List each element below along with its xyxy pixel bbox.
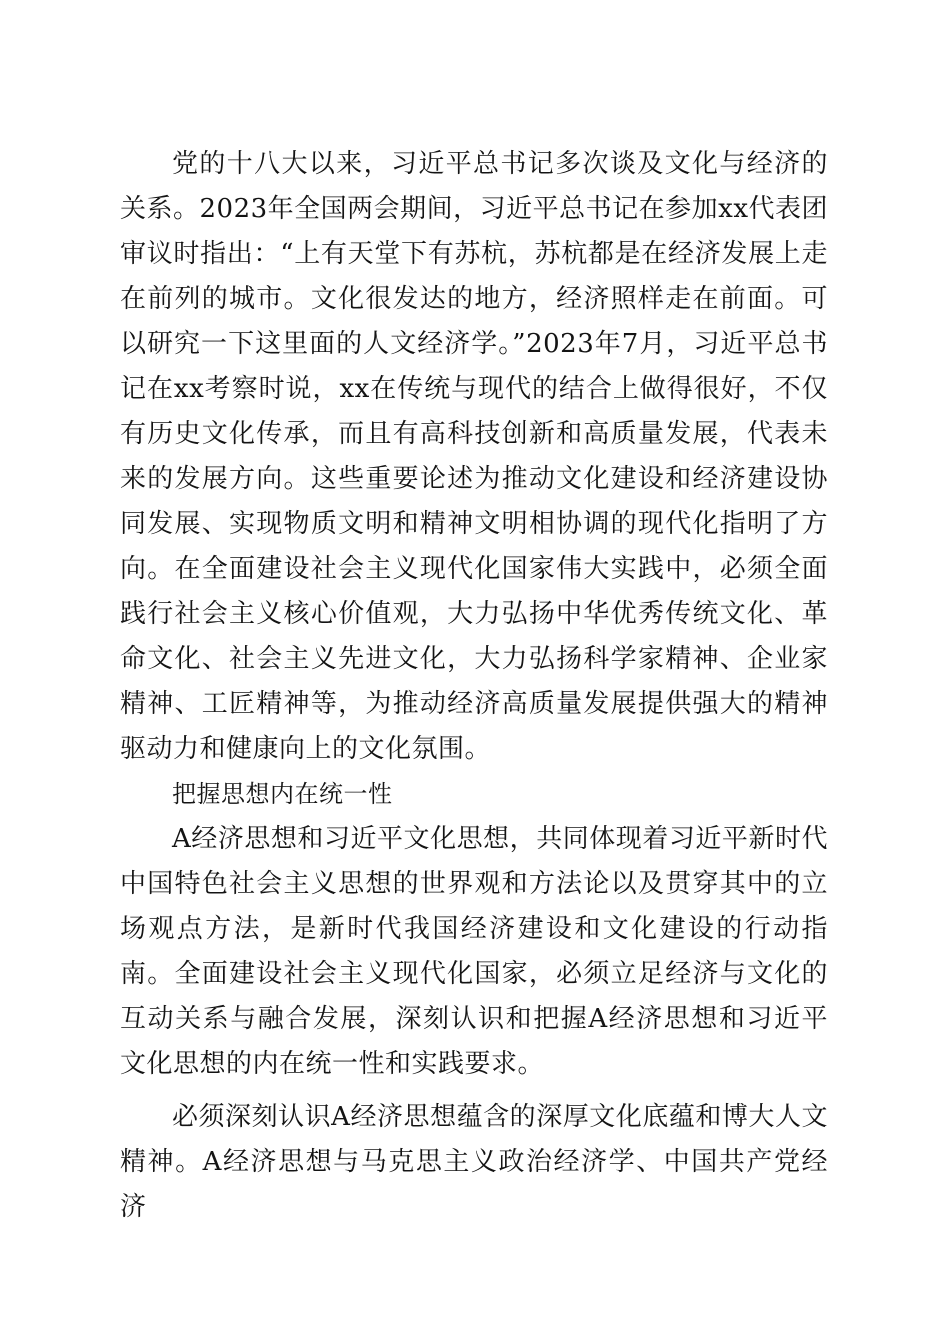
document-body xyxy=(120,142,828,1230)
section-heading: 把握思想内在统一性 xyxy=(172,780,393,808)
section-paragraph-1: A经济思想和习近平文化思想，共同体现着习近平新时代中国特色社会主义思想的世界观和方法论以及贯穿其中的立场观点方法，是新时代我国经济建设和文化建设的行动指南。全面建设社会主义现代化国家，必须立足经济与文化的互动关系与融合发展，深刻认识和把握A经济思想和习近平文化思想的内在统一性和实践要求。 xyxy=(120,824,828,1079)
section-paragraph-2: 必须深刻认识A经济思想蕴含的深厚文化底蕴和博大人文精神。A经济思想与马克思主义政治经济学、中国共产党经济 xyxy=(120,1102,828,1222)
intro-paragraph: 党的十八大以来，习近平总书记多次谈及文化与经济的关系。2023年全国两会期间，习近平总书记在参加xx代表团审议时指出：“上有天堂下有苏杭，苏杭都是在经济发展上走在前列的城市。文化很发达的地方，经济照样走在前面。可以研究一下这里面的人文经济学。”2023年7月，习近平总书记在xx考察时说，xx在传统与现代的结合上做得很好，不仅有历史文化传承，而且有高科技创新和高质量发展，代表未来的发展方向。这些重要论述为推动文化建设和经济建设协同发展、实现物质文明和精神文明相协调的现代化指明了方向。在全面建设社会主义现代化国家伟大实践中，必须全面践行社会主义核心价值观，大力弘扬中华优秀传统文化、革命文化、社会主义先进文化，大力弘扬科学家精神、企业家精神、工匠精神等，为推动经济高质量发展提供强大的精神驱动力和健康向上的文化氛围。 xyxy=(120,149,828,764)
